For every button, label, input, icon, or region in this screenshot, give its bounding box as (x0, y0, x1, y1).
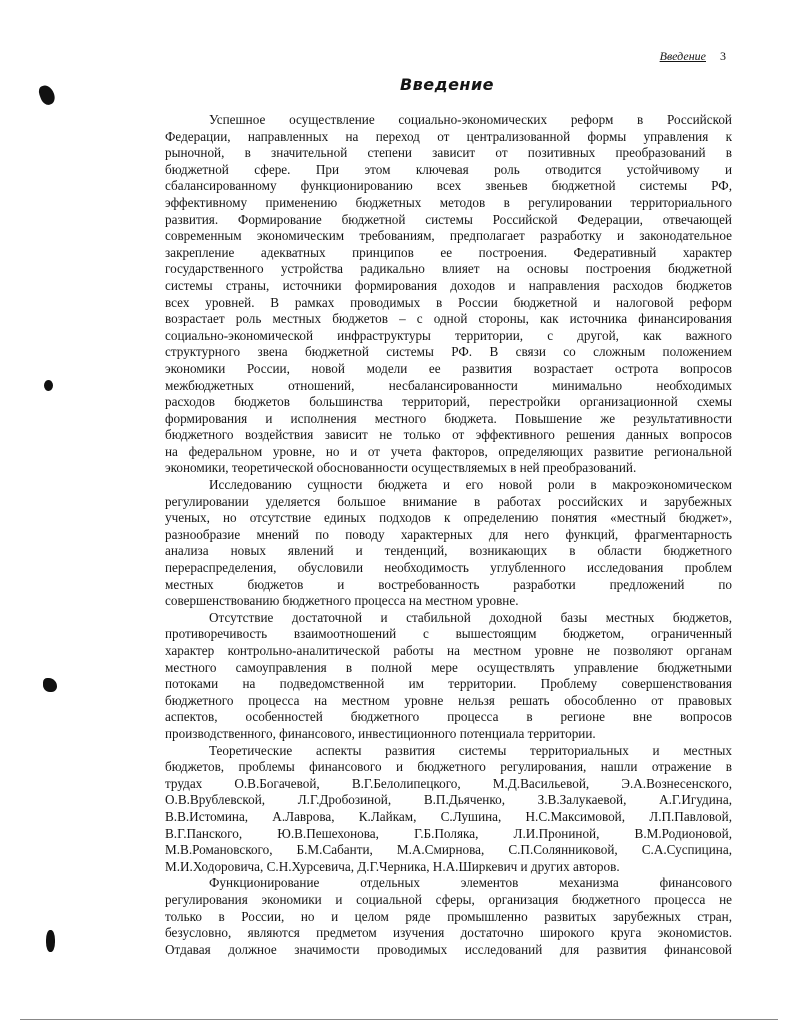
text-line: рыночной, в значительной степени зависит от позитивных преобразований в (165, 145, 732, 161)
text-line: аспектов, особенностей бюджетного процесса в регионе вне вопросов (165, 709, 732, 725)
text-line: экономики России, новой модели ее развития возрастает острота вопросов (165, 360, 732, 376)
text-line: Отдавая должное значимости проводимых исследований для развития финансовой (165, 941, 732, 957)
text-line: бюджетного процесса на местном уровне нельзя решать обособленно от правовых (165, 692, 732, 708)
binding-hole-mark (46, 930, 55, 952)
running-head-section: Введение (659, 49, 706, 63)
text-line: потоками на подведомственной им территории. Проблему совершенствования (165, 676, 732, 692)
text-line: формирования и исполнения местного бюджета. Повышение же результативности (165, 410, 732, 426)
text-line: всех уровней. В рамках проводимых в России бюджетной и налоговой реформ (165, 294, 732, 310)
text-line: государственного устройства радикально влияет на основы построения бюджетной (165, 261, 732, 277)
text-line: трудах О.В.Богачевой, В.Г.Белолипецкого, М.Д.Васильевой, Э.А.Вознесенского, (165, 775, 732, 791)
text-line: современным экономическим требованиям, предполагает разработку и законодательное (165, 228, 732, 244)
text-line: регулирования экономики и социальной сферы, организация бюджетного процесса не (165, 891, 732, 907)
text-line: возрастает роль местных бюджетов – с одной стороны, как источника финансирования (165, 311, 732, 327)
text-line: местного самоуправления в полной мере осуществлять управление бюджетными (165, 659, 732, 675)
paragraph (165, 477, 732, 610)
text-line: эффективному применению бюджетных методов в регулировании территориального (165, 194, 732, 210)
running-head (660, 49, 726, 64)
paragraph (165, 875, 732, 958)
text-line: В.Г.Панского, Ю.В.Пешехонова, Г.Б.Поляка, Л.И.Прониной, В.М.Родионовой, (165, 825, 732, 841)
text-line: О.В.Врублевской, Л.Г.Дробозиной, В.П.Дьяченко, З.В.Залукаевой, А.Г.Игудина, (165, 792, 732, 808)
text-line: ученых, но отсутствие единых подходов к определению понятия «местный бюджет», (165, 510, 732, 526)
text-line: перераспределения, обусловили необходимость углубленного исследования проблем (165, 560, 732, 576)
text-line: экономики, теоретической обоснованности осуществляемых в ней преобразований. (165, 460, 637, 476)
binding-hole-mark (44, 380, 53, 391)
text-line: на федеральном уровне, но и от учета факторов, определяющих развитие региональной (165, 443, 732, 459)
text-line: Успешное осуществление социально-экономических реформ в Российской (209, 112, 732, 127)
text-line: Функционирование отдельных элементов механизма финансового (209, 875, 732, 891)
text-line: Теоретические аспекты развития системы территориальных и местных (209, 742, 732, 758)
text-line: Отсутствие достаточной и стабильной доходной базы местных бюджетов, (209, 609, 732, 625)
text-line: М.В.Романовского, Б.М.Сабанти, М.А.Смирнова, С.П.Солянниковой, С.А.Суспицина, (165, 842, 732, 858)
text-line: местных бюджетов и востребованность разработки предложений по (165, 576, 732, 592)
text-line: развития. Формирование бюджетной системы Российской Федерации, отвечающей (165, 211, 732, 227)
text-line: социально-экономической инфраструктуры территории, с другой, как важного (165, 327, 732, 343)
page-number: 3 (720, 49, 726, 63)
text-line: только в России, но и целом ряде промышленно развитых зарубежных стран, (165, 908, 732, 924)
text-line: бюджетов, проблемы финансового и бюджетного регулирования, нашли отражение в (165, 759, 732, 775)
scan-edge-line (20, 1019, 778, 1020)
text-line: характер контрольно-аналитической работы на местном уровне не позволяют органам (165, 643, 732, 658)
text-line: производственного, финансового, инвестиционного потенциала территории. (165, 725, 596, 741)
paragraph (165, 610, 732, 743)
text-line: безусловно, являются предметом изучения достаточно широкого круга экономистов. (165, 925, 732, 941)
text-line: расходов бюджетов большинства территорий, перестройки организационной схемы (165, 394, 732, 410)
text-line: М.И.Ходоровича, С.Н.Хурсевича, Д.Г.Черника, Н.А.Ширкевич и других авторов. (165, 858, 620, 874)
text-line: регулировании уделяется большое внимание в работах российских и зарубежных (165, 493, 732, 509)
text-line: бюджетного воздействия зависит не только от эффективного решения данных вопросов (165, 427, 732, 443)
document-body (165, 112, 732, 958)
text-line: системы страны, источники формирования доходов и направления расходов бюджетов (165, 277, 732, 293)
text-line: бюджетной сфере. При этом ключевая роль отводится устойчивому и (165, 161, 732, 177)
text-line: сбалансированному функционированию всех звеньев бюджетной системы РФ, (165, 178, 732, 194)
text-line: разнообразие мнений по поводу характерных для него функций, фрагментарность (165, 526, 732, 542)
text-line: закрепление адекватных принципов ее построения. Федеративный характер (165, 244, 732, 260)
text-line: межбюджетных отношений, несбалансированности минимально необходимых (165, 377, 732, 393)
text-line: совершенствованию бюджетного процесса на местном уровне. (165, 593, 519, 609)
page-title: Введение (399, 75, 495, 94)
text-line: анализа новых явлений и тенденций, возникающих в области бюджетного (165, 543, 732, 559)
text-line: Исследованию сущности бюджета и его новой роли в макроэкономическом (209, 477, 732, 493)
paragraph (165, 743, 732, 876)
paragraph (165, 112, 732, 477)
text-line: структурного звена бюджетной системы РФ. В связи со сложным положением (165, 344, 732, 360)
text-line: Федерации, направленных на переход от централизованной формы управления к (165, 128, 732, 144)
text-line: В.В.Истомина, А.Лаврова, К.Лайкам, С.Лушина, Н.С.Максимовой, Л.П.Павловой, (165, 808, 732, 824)
text-line: противоречивость взаимоотношений с вышестоящим бюджетом, ограниченный (165, 626, 732, 642)
binding-hole-mark (43, 678, 57, 692)
